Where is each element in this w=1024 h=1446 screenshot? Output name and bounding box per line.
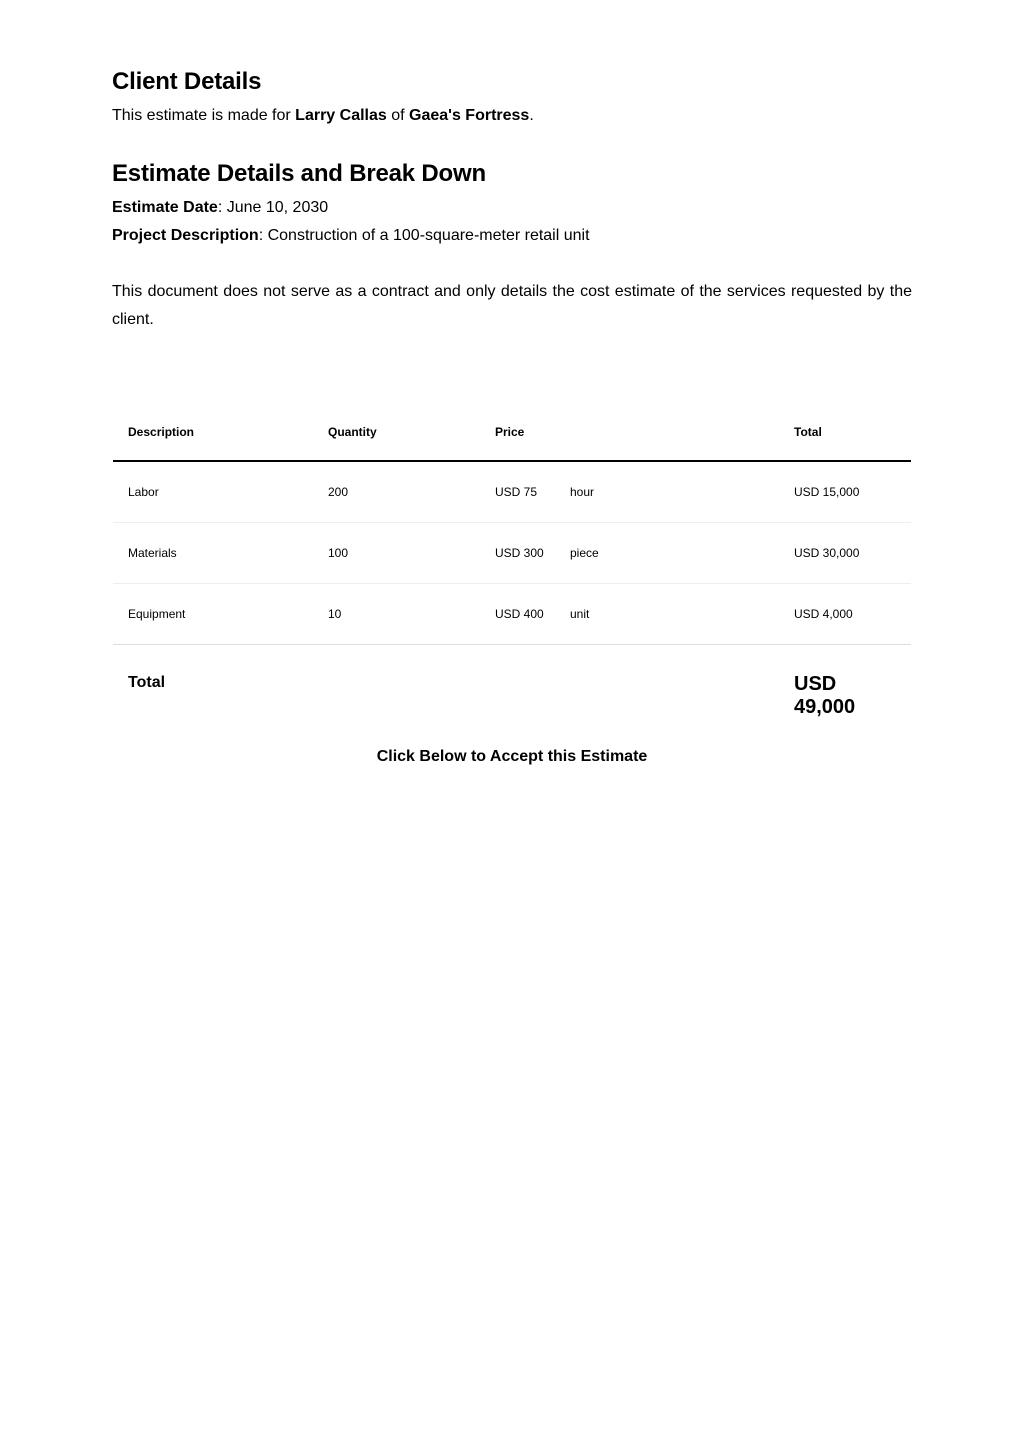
cell-quantity: 10	[313, 584, 480, 645]
cell-description: Materials	[113, 523, 313, 584]
cell-total: USD 15,000	[779, 461, 911, 523]
header-description: Description	[113, 403, 313, 461]
cell-price	[480, 584, 779, 645]
project-description-label: Project Description	[112, 227, 259, 244]
cell-description: Equipment	[113, 584, 313, 645]
project-description	[112, 222, 912, 250]
disclaimer-note: This document does not serve as a contract and only details the cost estimate of the services requested by the client.	[112, 283, 912, 328]
document-body	[112, 62, 912, 334]
header-price: Price	[480, 403, 779, 461]
grand-total-row	[128, 664, 896, 718]
header-total: Total	[779, 403, 911, 461]
client-intro	[112, 102, 912, 130]
estimate-date	[112, 194, 912, 222]
client-name: Larry Callas	[295, 107, 387, 124]
price-unit: unit	[570, 607, 590, 621]
table-header-row	[113, 403, 911, 461]
price-unit: hour	[570, 485, 595, 499]
grand-total-value: USD 49,000	[794, 673, 856, 718]
price-amount: USD 300	[495, 546, 544, 560]
estimate-date-value: : June 10, 2030	[217, 199, 329, 216]
price-unit: piece	[570, 546, 599, 560]
cell-description: Labor	[113, 461, 313, 523]
client-company: Gaea's Fortress	[409, 107, 530, 124]
cell-total: USD 30,000	[779, 523, 911, 584]
accept-estimate-link[interactable]: Click Below to Accept this Estimate	[376, 748, 648, 765]
header-quantity: Quantity	[313, 403, 480, 461]
estimate-table	[113, 403, 911, 645]
intro-prefix: This estimate is made for	[112, 107, 296, 124]
intro-suffix: .	[529, 107, 534, 124]
price-amount: USD 75	[495, 485, 538, 499]
estimate-details-heading: Estimate Details and Break Down	[112, 160, 486, 187]
client-details-heading: Client Details	[112, 68, 262, 95]
price-amount: USD 400	[495, 607, 544, 621]
table-row	[113, 584, 911, 645]
project-description-value: : Construction of a 100-square-meter retail unit	[258, 227, 590, 244]
cell-quantity: 100	[313, 523, 480, 584]
cell-total: USD 4,000	[779, 584, 911, 645]
intro-mid: of	[386, 107, 410, 124]
table-row	[113, 461, 911, 523]
estimate-date-label: Estimate Date	[112, 199, 218, 216]
cell-quantity: 200	[313, 461, 480, 523]
grand-total-label: Total	[128, 674, 166, 691]
table-row	[113, 523, 911, 584]
cell-price	[480, 523, 779, 584]
cell-price	[480, 461, 779, 523]
